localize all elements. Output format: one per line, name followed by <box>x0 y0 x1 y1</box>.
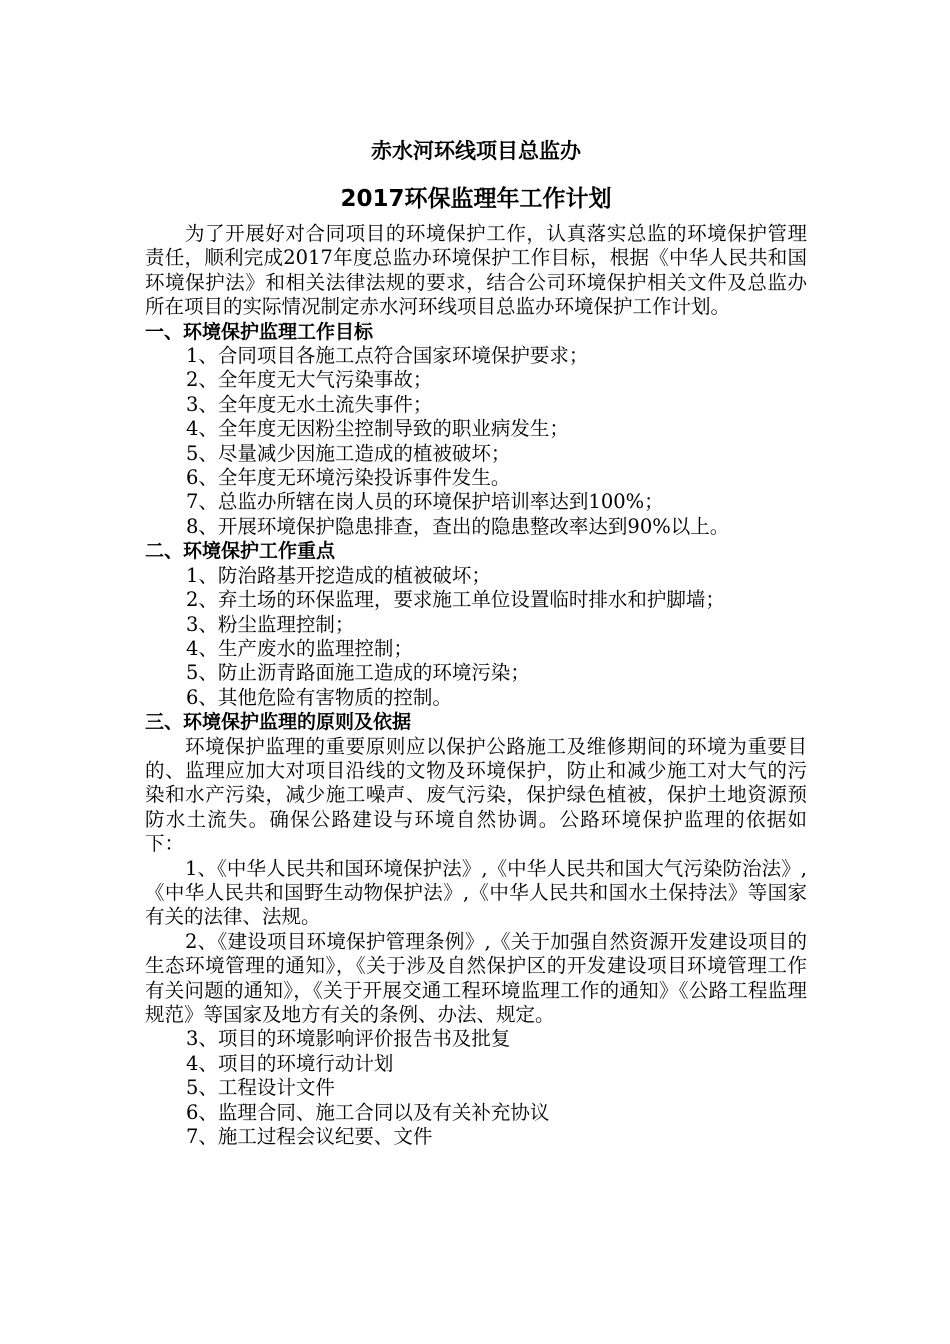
document-page <box>145 136 807 1149</box>
list-item: 2、全年度无大气污染事故； <box>186 368 433 392</box>
list-item: 5、尽量减少因施工造成的植被破坏； <box>186 441 511 465</box>
list-item: 7、总监办所辖在岗人员的环境保护培训率达到100%； <box>186 490 664 514</box>
list-item: 5、防止沥青路面施工造成的环境污染； <box>186 661 530 685</box>
list-item: 6、其他危险有害物质的控制。 <box>186 685 452 709</box>
intro-paragraph: 为了开展好对合同项目的环境保护工作，认真落实总监的环境保护管理责任，顺利完成2017年度总监办环境保护工作目标，根据《中华人民共和国环境保护法》和相关法律法规的要求，结合公司环境保护相关文件及总监办所在项目的实际情况制定赤水河环线项目总监办环境保护工作计划。 <box>145 222 807 319</box>
document-title: 赤水河环线项目总监办 <box>371 139 581 163</box>
basis-paragraph-2: 2、《建设项目环境保护管理条例》,《关于加强自然资源开发建设项目的生态环境管理的通知》，《关于涉及自然保护区的开发建设项目环境管理工作有关问题的通知》，《关于开展交通工程环境监理工作的通知》《公路工程监理规范》等国家及地方有关的条例、办法、规定。 <box>145 929 807 1026</box>
list-item: 2、弃土场的环保监理，要求施工单位设置临时排水和护脚墙； <box>186 588 725 612</box>
list-item: 4、全年度无因粉尘控制导致的职业病发生； <box>186 417 569 441</box>
principles-paragraph: 环境保护监理的重要原则应以保护公路施工及维修期间的环境为重要目的、监理应加大对项目沿线的文物及环境保护，防止和减少施工对大气的污染和水产污染，减少施工噪声、废气污染，保护绿色植被，保护土地资源预防水土流失。确保公路建设与环境自然协调。公路环境保护监理的依据如下： <box>145 734 807 856</box>
list-item: 4、生产废水的监理控制； <box>186 636 413 660</box>
list-item: 8、开展环境保护隐患排查，查出的隐患整改率达到90%以上。 <box>186 514 730 538</box>
list-item: 3、项目的环境影响评价报告书及批复 <box>186 1027 511 1051</box>
list-item: 5、工程设计文件 <box>186 1076 335 1100</box>
list-item: 1、合同项目各施工点符合国家环境保护要求； <box>186 344 589 368</box>
list-item: 1、防治路基开挖造成的植被破坏； <box>186 563 491 587</box>
list-item: 3、粉尘监理控制； <box>186 612 355 636</box>
section-heading-principles: 三、环境保护监理的原则及依据 <box>145 711 412 734</box>
list-item: 3、全年度无水土流失事件； <box>186 392 433 416</box>
list-item: 6、全年度无环境污染投诉事件发生。 <box>186 466 511 490</box>
list-item: 4、项目的环境行动计划 <box>186 1051 394 1075</box>
list-item: 7、施工过程会议纪要、文件 <box>186 1125 433 1149</box>
section-heading-focus: 二、环境保护工作重点 <box>145 540 336 563</box>
list-item: 6、监理合同、施工合同以及有关补充协议 <box>186 1100 550 1124</box>
section-heading-goals: 一、环境保护监理工作目标 <box>145 320 374 343</box>
document-subtitle: 2017环保监理年工作计划 <box>340 186 612 212</box>
basis-paragraph-1: 1、《中华人民共和国环境保护法》,《中华人民共和国大气污染防治法》,《中华人民共和国野生动物保护法》,《中华人民共和国水土保持法》等国家有关的法律、法规。 <box>145 856 807 929</box>
